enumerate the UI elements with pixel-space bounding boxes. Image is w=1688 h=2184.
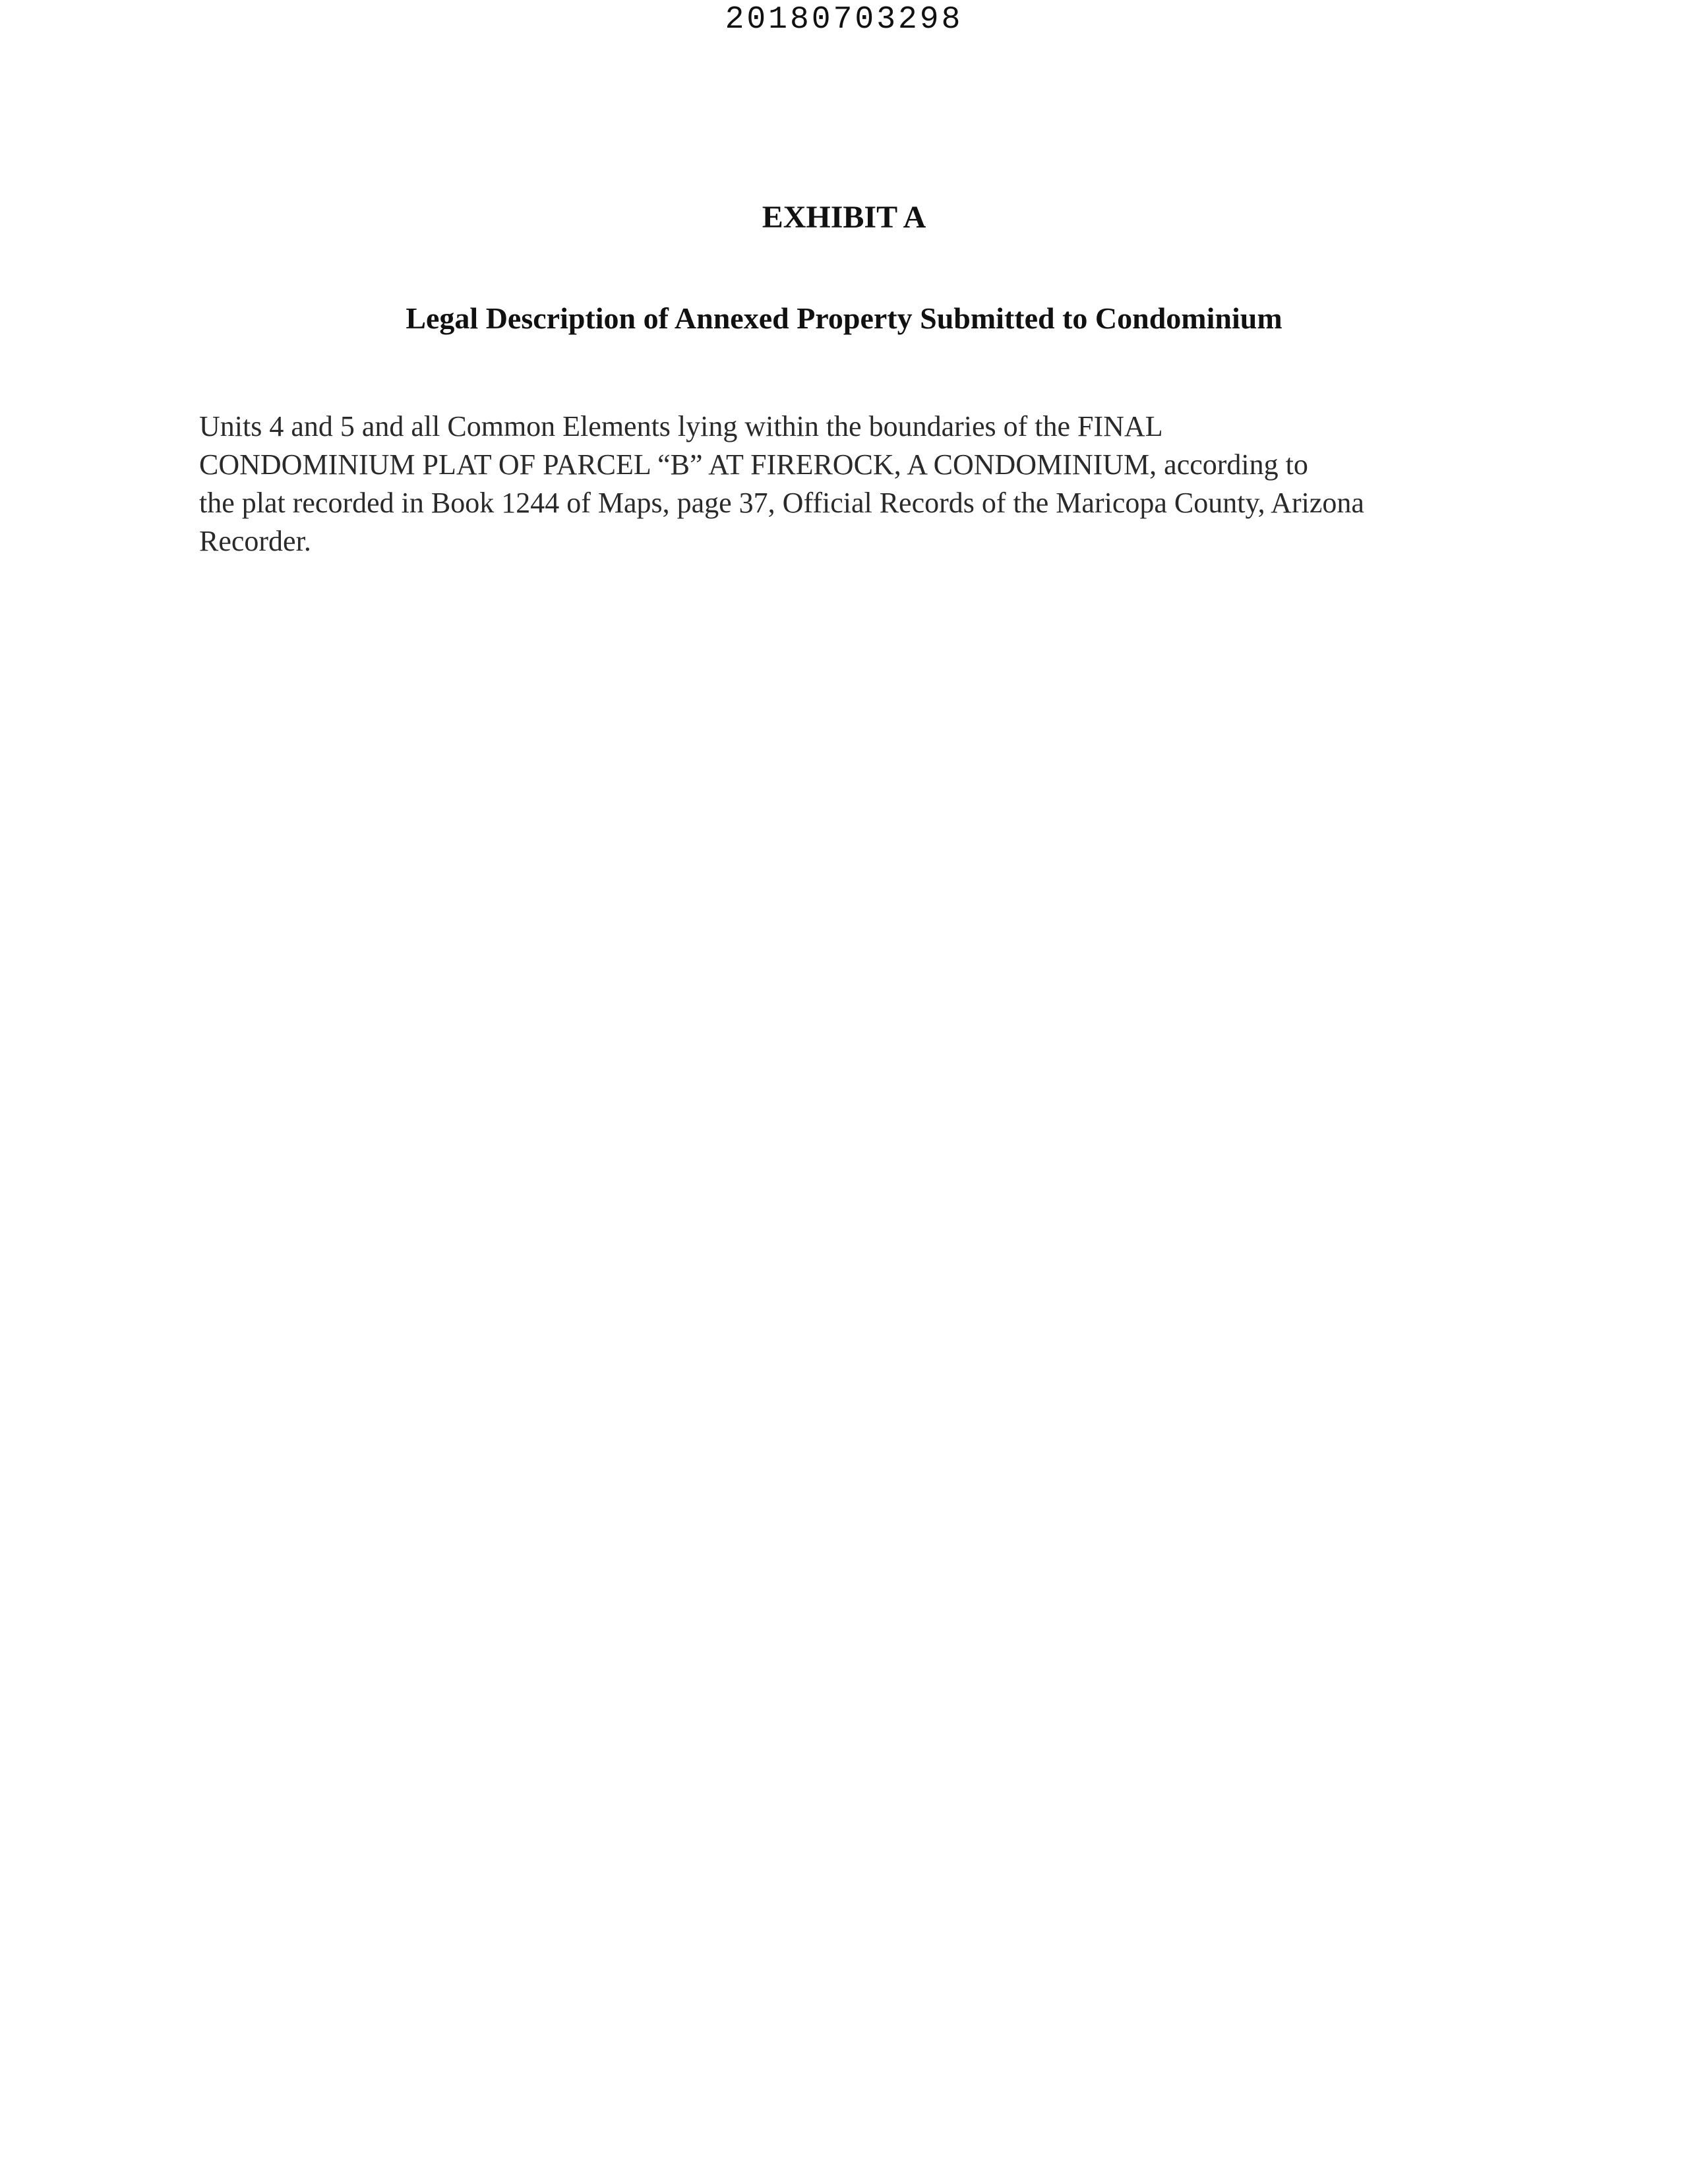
exhibit-title: EXHIBIT A (762, 200, 926, 235)
legal-description-line: CONDOMINIUM PLAT OF PARCEL “B” AT FIREROCK, A CONDOMINIUM, according to (199, 448, 1308, 481)
legal-description-body (199, 408, 1511, 561)
exhibit-subtitle: Legal Description of Annexed Property Submitted to Condominium (406, 301, 1282, 335)
recording-number: 20180703298 (725, 2, 963, 38)
legal-description-line: Units 4 and 5 and all Common Elements lying within the boundaries of the FINAL (199, 410, 1163, 442)
legal-description-line: the plat recorded in Book 1244 of Maps, page 37, Official Records of the Maricopa County, Arizona (199, 487, 1364, 519)
legal-description-line: Recorder. (199, 525, 311, 557)
